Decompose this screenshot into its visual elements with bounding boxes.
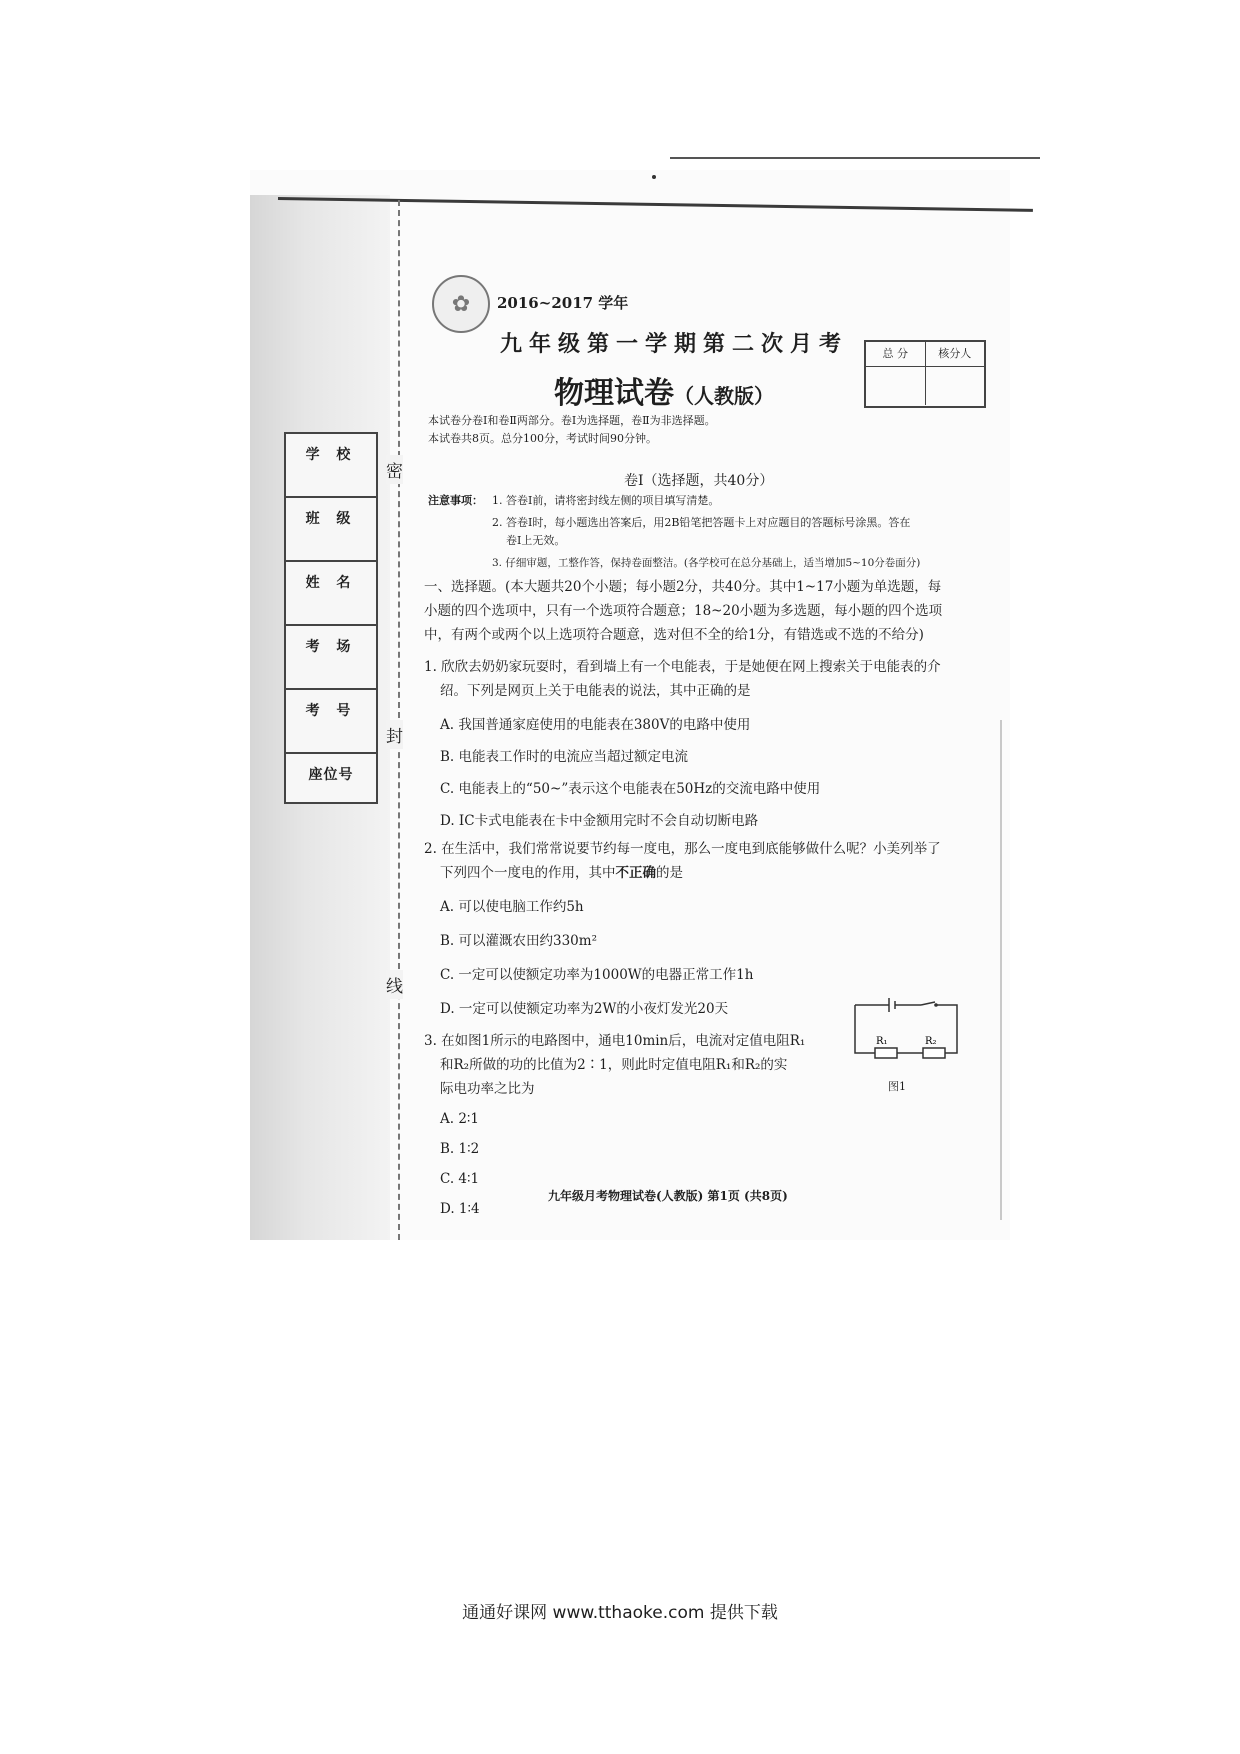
- q2-option-b[interactable]: B. 可以灌溉农田约330m²: [440, 933, 597, 949]
- q1-option-c[interactable]: C. 电能表上的“50~”表示这个电能表在50Hz的交流电路中使用: [440, 781, 821, 797]
- q2-stem-2: [440, 864, 683, 882]
- scan-dot: [652, 175, 656, 179]
- score-total-cell[interactable]: [866, 367, 926, 405]
- school-year: 2016~2017 学年: [497, 294, 629, 312]
- field-label: 班 级: [305, 511, 357, 527]
- r2-label: R₂: [925, 1036, 937, 1047]
- field-label: 姓 名: [305, 575, 357, 591]
- q2-option-c[interactable]: C. 一定可以使额定功率为1000W的电器正常工作1h: [440, 967, 754, 983]
- score-checker-cell[interactable]: [926, 367, 985, 405]
- school-logo-icon: ✿: [432, 275, 490, 333]
- paper-edition: （人教版）: [674, 384, 774, 408]
- q1-option-a[interactable]: A. 我国普通家庭使用的电能表在380V的电路中使用: [440, 717, 751, 733]
- figure-caption: 图1: [888, 1080, 906, 1093]
- note-2b: 卷Ⅰ上无效。: [506, 534, 566, 547]
- score-total-label: 总 分: [866, 342, 926, 366]
- exam-title: 九年级第一学期第二次月考: [500, 332, 849, 357]
- q1-option-b[interactable]: B. 电能表工作时的电流应当超过额定电流: [440, 749, 689, 765]
- note-1: 1. 答卷Ⅰ前，请将密封线左侧的项目填写清楚。: [492, 494, 720, 507]
- field-label: 考 号: [305, 703, 357, 719]
- field-exam-number[interactable]: [286, 690, 376, 754]
- top-rule-short: [670, 157, 1040, 159]
- field-label: 座位号: [308, 767, 354, 783]
- intro-line-1: 本试卷分卷Ⅰ和卷Ⅱ两部分。卷Ⅰ为选择题，卷Ⅱ为非选择题。: [428, 414, 716, 427]
- student-info-box: [284, 432, 378, 804]
- seal-mark-feng: 封: [386, 720, 403, 749]
- field-class[interactable]: [286, 498, 376, 562]
- q1-stem-1: 1. 欣欣去奶奶家玩耍时，看到墙上有一个电能表，于是她便在网上搜索关于电能表的介: [424, 659, 941, 675]
- switch-contact: [934, 1003, 938, 1007]
- q1-option-d[interactable]: D. IC卡式电能表在卡中金额用完时不会自动切断电路: [440, 813, 759, 829]
- q3-option-c[interactable]: C. 4∶1: [440, 1171, 480, 1187]
- circuit-diagram: [845, 993, 965, 1075]
- q2-stem-end: 的是: [656, 865, 683, 881]
- download-watermark: 通通好课网 www.tthaoke.com 提供下载: [462, 1603, 778, 1623]
- field-name[interactable]: [286, 562, 376, 626]
- q2-stem-1: 2. 在生活中，我们常常说要节约每一度电，那么一度电到底能够做什么呢？小美列举了: [424, 841, 941, 857]
- note-2a: 2. 答卷Ⅰ时，每小题选出答案后，用2B铅笔把答题卡上对应题目的答题标号涂黑。答在: [492, 516, 911, 529]
- q2-option-d[interactable]: D. 一定可以使额定功率为2W的小夜灯发光20天: [440, 1001, 729, 1017]
- q2-emphasis: 不正确: [615, 865, 656, 881]
- q3-stem-1: 3. 在如图1所示的电路图中，通电10min后，电流对定值电阻R₁: [424, 1033, 806, 1049]
- r1-label: R₁: [876, 1036, 888, 1047]
- field-school[interactable]: [286, 434, 376, 498]
- field-seat-number[interactable]: [286, 754, 376, 802]
- page-footer: 九年级月考物理试卷(人教版) 第1页 (共8页): [548, 1189, 788, 1203]
- q3-option-a[interactable]: A. 2∶1: [440, 1111, 480, 1127]
- q3-option-b[interactable]: B. 1∶2: [440, 1141, 480, 1157]
- field-label: 学 校: [305, 447, 357, 463]
- field-exam-room[interactable]: [286, 626, 376, 690]
- part1-line-1: 一、选择题。(本大题共20个小题；每小题2分，共40分。其中1~17小题为单选题，每: [424, 579, 942, 595]
- part1-line-2: 小题的四个选项中，只有一个选项符合题意；18~20小题为多选题，每小题的四个选项: [424, 603, 943, 619]
- part1-line-3: 中，有两个或两个以上选项符合题意，选对但不全的给1分，有错选或不选的不给分): [424, 627, 924, 643]
- notes-label: 注意事项：: [428, 494, 483, 507]
- paper-title: [554, 368, 774, 412]
- q3-stem-2: 和R₂所做的功的比值为2∶1，则此时定值电阻R₁和R₂的实: [440, 1057, 788, 1073]
- scan-edge-line: [1000, 720, 1002, 1220]
- score-checker-label: 核分人: [938, 347, 972, 360]
- seal-mark-mi: 密: [386, 455, 403, 484]
- q2-option-a[interactable]: A. 可以使电脑工作约5h: [440, 899, 584, 915]
- paper-subject: 物理试卷: [554, 376, 674, 411]
- q3-stem-3: 际电功率之比为: [440, 1081, 535, 1097]
- field-label: 考 场: [305, 639, 357, 655]
- q3-option-d[interactable]: D. 1∶4: [440, 1201, 480, 1217]
- seal-mark-xian: 线: [386, 970, 403, 999]
- intro-line-2: 本试卷共8页。总分100分，考试时间90分钟。: [428, 432, 657, 445]
- note-3: 3. 仔细审题，工整作答，保持卷面整洁。(各学校可在总分基础上，适当增加5~10分卷面分): [492, 557, 921, 569]
- q2-stem-text: 下列四个一度电的作用，其中: [440, 865, 616, 881]
- q1-stem-2: 绍。下列是网页上关于电能表的说法，其中正确的是: [440, 683, 751, 699]
- section-title: 卷Ⅰ（选择题，共40分）: [624, 473, 774, 489]
- score-box: [864, 340, 986, 408]
